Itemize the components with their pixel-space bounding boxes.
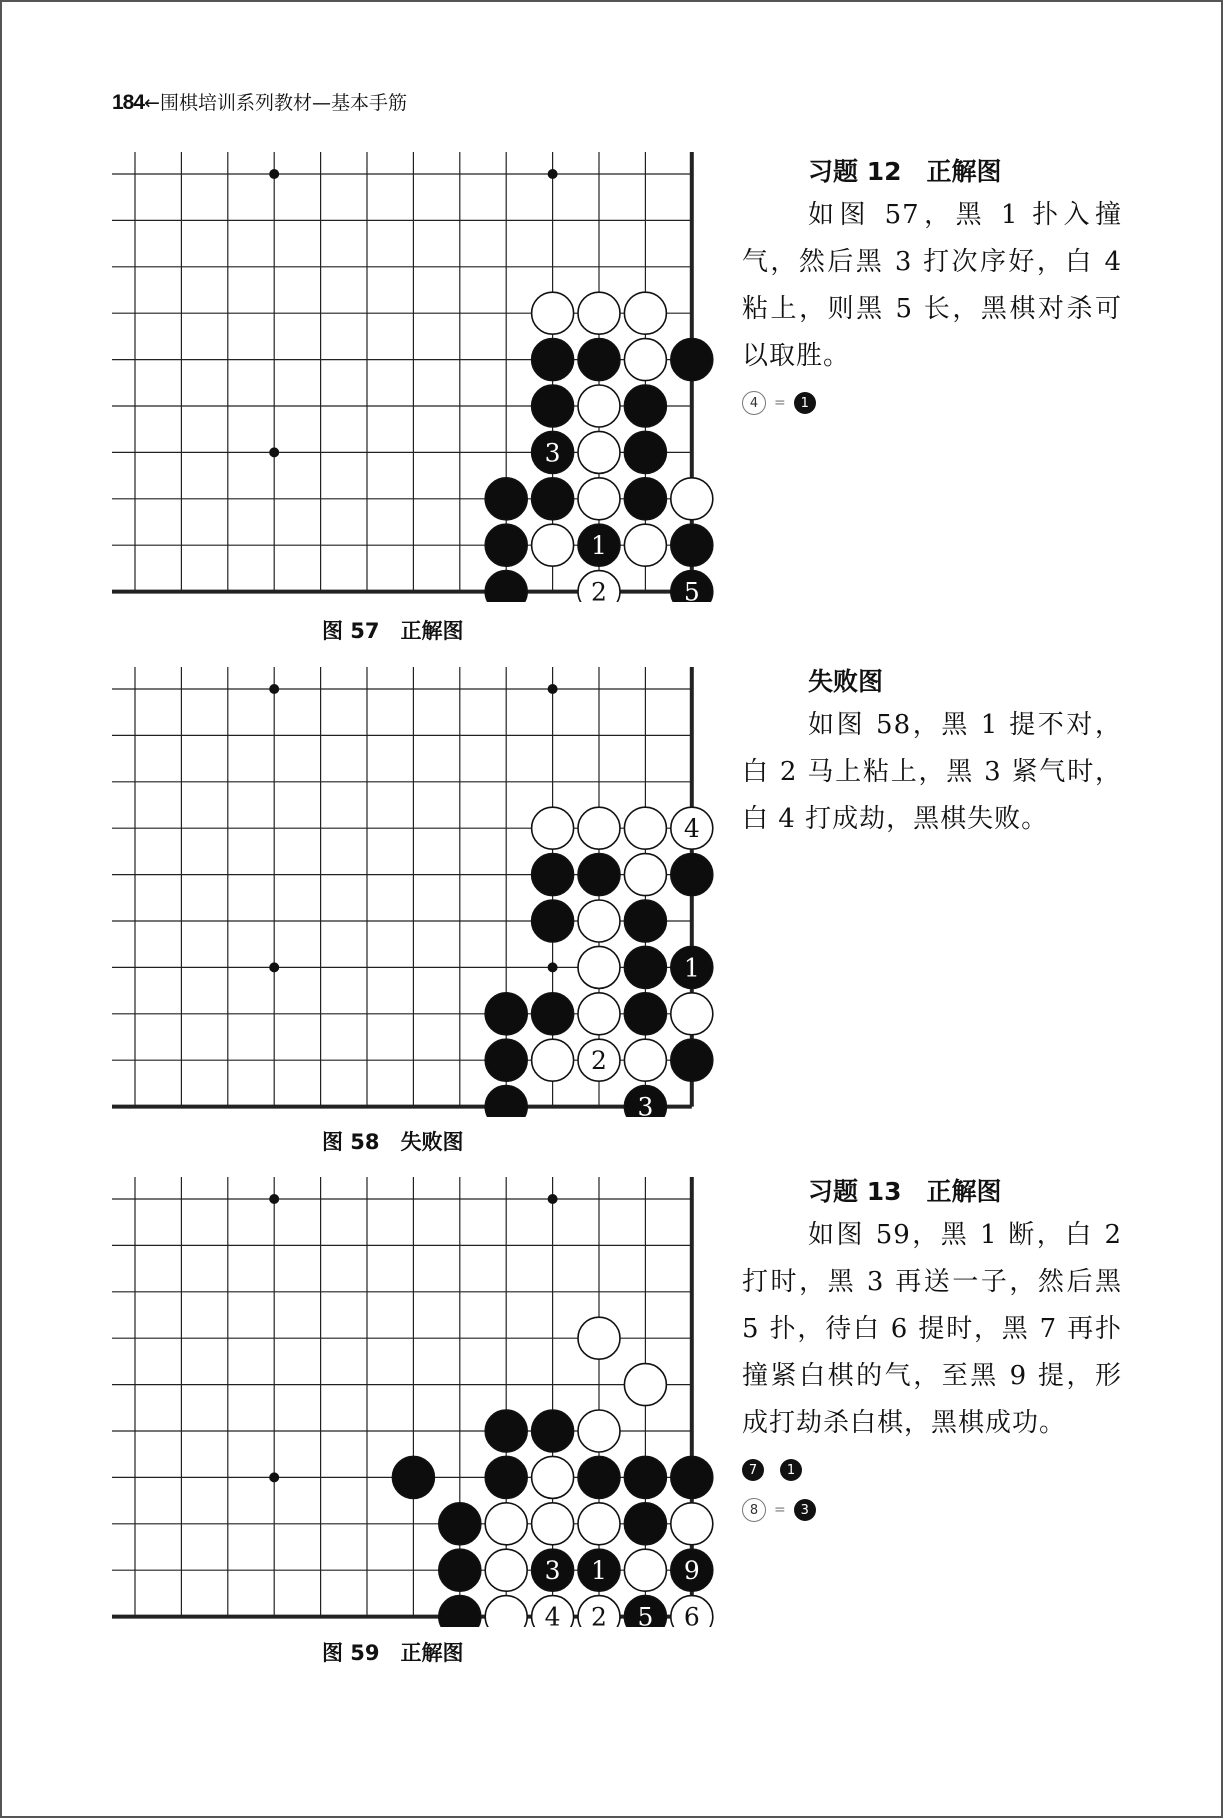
arrow-icon: ← — [144, 92, 160, 114]
white-stone — [578, 807, 620, 849]
black-stone — [532, 1410, 574, 1452]
white-stone — [578, 946, 620, 988]
move-number-label: 6 — [683, 1602, 700, 1627]
black-stone — [624, 1503, 666, 1545]
black-stone — [532, 385, 574, 427]
black-stone-icon: 3 — [794, 1499, 816, 1521]
move-number-label: 1 — [591, 531, 607, 561]
white-stone — [624, 1364, 666, 1406]
black-stone — [392, 1456, 434, 1498]
white-stone — [578, 292, 620, 334]
white-stone — [578, 900, 620, 942]
black-stone — [578, 339, 620, 381]
figure-caption-58: 图 58 失败图 — [322, 1130, 464, 1154]
black-stone — [485, 993, 527, 1035]
move-number-label: 2 — [591, 1602, 607, 1627]
go-board-diagram-57 — [112, 152, 722, 602]
black-stone — [671, 1456, 713, 1498]
move-number-label: 1 — [683, 953, 700, 983]
go-board-diagram-59 — [112, 1177, 722, 1627]
white-stone — [578, 431, 620, 473]
move-number-label: 3 — [544, 1556, 561, 1586]
move-number-label: 3 — [637, 1092, 654, 1117]
move-number-label: 9 — [683, 1556, 700, 1586]
white-stone — [671, 1503, 713, 1545]
move-note — [742, 380, 1122, 426]
black-stone — [624, 431, 666, 473]
white-stone — [532, 292, 574, 334]
black-stone — [624, 993, 666, 1035]
white-stone — [485, 1503, 527, 1545]
move-number-label: 4 — [683, 814, 700, 844]
black-stone — [671, 339, 713, 381]
white-stone — [485, 1596, 527, 1627]
equals-sign: = — [774, 395, 786, 411]
black-stone — [485, 1086, 527, 1117]
equals-sign: = — [774, 1502, 786, 1518]
black-stone — [624, 946, 666, 988]
white-stone — [578, 993, 620, 1035]
star-point — [548, 962, 558, 972]
black-stone — [624, 900, 666, 942]
black-stone — [532, 993, 574, 1035]
move-number-label: 3 — [544, 438, 561, 468]
figure-caption-59: 图 59 正解图 — [322, 1641, 464, 1665]
black-stone — [532, 900, 574, 942]
move-number-label: 1 — [591, 1556, 607, 1586]
section-text: 如图 59，黑 1 断，白 2 打时，黑 3 再送一子，然后黑 5 扑，待白 6 提时，黑 7 再扑撞紧白棋的气，至黑 9 提，形成打劫杀白棋，黑棋成功。 — [742, 1220, 1122, 1438]
black-stone-icon: 1 — [780, 1459, 802, 1481]
black-stone — [485, 1456, 527, 1498]
black-stone — [485, 571, 527, 602]
white-stone — [624, 807, 666, 849]
move-number-label: 5 — [683, 577, 700, 602]
go-board-diagram-58 — [112, 667, 722, 1117]
black-stone — [671, 1039, 713, 1081]
white-stone — [624, 854, 666, 896]
black-stone — [624, 1456, 666, 1498]
black-stone — [485, 1410, 527, 1452]
figure-caption-57: 图 57 正解图 — [322, 619, 464, 643]
section-exercise-12 — [742, 152, 1122, 426]
black-stone-icon: 7 — [742, 1459, 764, 1481]
white-stone — [532, 1039, 574, 1081]
move-number-label: 2 — [591, 1046, 607, 1076]
section-title: 习题 12 正解图 — [808, 157, 1002, 186]
white-stone — [485, 1549, 527, 1591]
white-stone — [671, 478, 713, 520]
black-stone — [532, 339, 574, 381]
black-stone — [485, 1039, 527, 1081]
black-stone — [439, 1503, 481, 1545]
white-stone — [624, 524, 666, 566]
section-text: 如图 57，黑 1 扑入撞气，然后黑 3 打次序好，白 4 粘上，则黑 5 长，黑棋对杀可以取胜。 — [742, 200, 1122, 371]
black-stone — [532, 854, 574, 896]
move-number-label: 2 — [591, 577, 607, 602]
white-stone — [624, 339, 666, 381]
star-point — [269, 684, 279, 694]
book-title: 围棋培训系列教材—基本手筋 — [159, 92, 407, 114]
black-stone-icon: 1 — [794, 392, 816, 414]
white-stone — [532, 524, 574, 566]
black-stone — [671, 854, 713, 896]
white-stone — [624, 292, 666, 334]
star-point — [548, 169, 558, 179]
white-stone — [532, 1503, 574, 1545]
star-point — [269, 447, 279, 457]
star-point — [548, 1194, 558, 1204]
white-stone — [624, 1039, 666, 1081]
star-point — [269, 1472, 279, 1482]
star-point — [548, 684, 558, 694]
star-point — [269, 962, 279, 972]
white-stone — [578, 1503, 620, 1545]
black-stone — [439, 1549, 481, 1591]
star-point — [269, 169, 279, 179]
black-stone — [532, 478, 574, 520]
black-stone — [485, 478, 527, 520]
black-stone — [439, 1596, 481, 1627]
white-stone — [578, 478, 620, 520]
white-stone — [532, 807, 574, 849]
black-stone — [578, 854, 620, 896]
move-number-label: 4 — [544, 1602, 561, 1627]
black-stone — [671, 524, 713, 566]
move-number-label: 5 — [637, 1602, 654, 1627]
white-stone — [532, 1456, 574, 1498]
section-title: 失败图 — [808, 667, 884, 696]
white-stone — [578, 1410, 620, 1452]
white-stone — [578, 385, 620, 427]
page-number: 184 — [112, 91, 145, 114]
black-stone — [624, 385, 666, 427]
star-point — [269, 1194, 279, 1204]
section-failure — [742, 662, 1122, 843]
white-stone — [578, 1317, 620, 1359]
white-stone-icon: 4 — [742, 391, 766, 415]
white-stone — [624, 1549, 666, 1591]
black-stone — [578, 1456, 620, 1498]
move-note — [742, 1487, 1122, 1533]
page-header — [112, 88, 407, 115]
white-stone-icon: 8 — [742, 1498, 766, 1522]
section-text: 如图 58，黑 1 提不对，白 2 马上粘上，黑 3 紧气时，白 4 打成劫，黑棋失败。 — [742, 710, 1122, 834]
black-stone — [485, 524, 527, 566]
white-stone — [671, 993, 713, 1035]
section-title: 习题 13 正解图 — [808, 1177, 1002, 1206]
black-stone — [624, 478, 666, 520]
section-exercise-13 — [742, 1172, 1122, 1533]
